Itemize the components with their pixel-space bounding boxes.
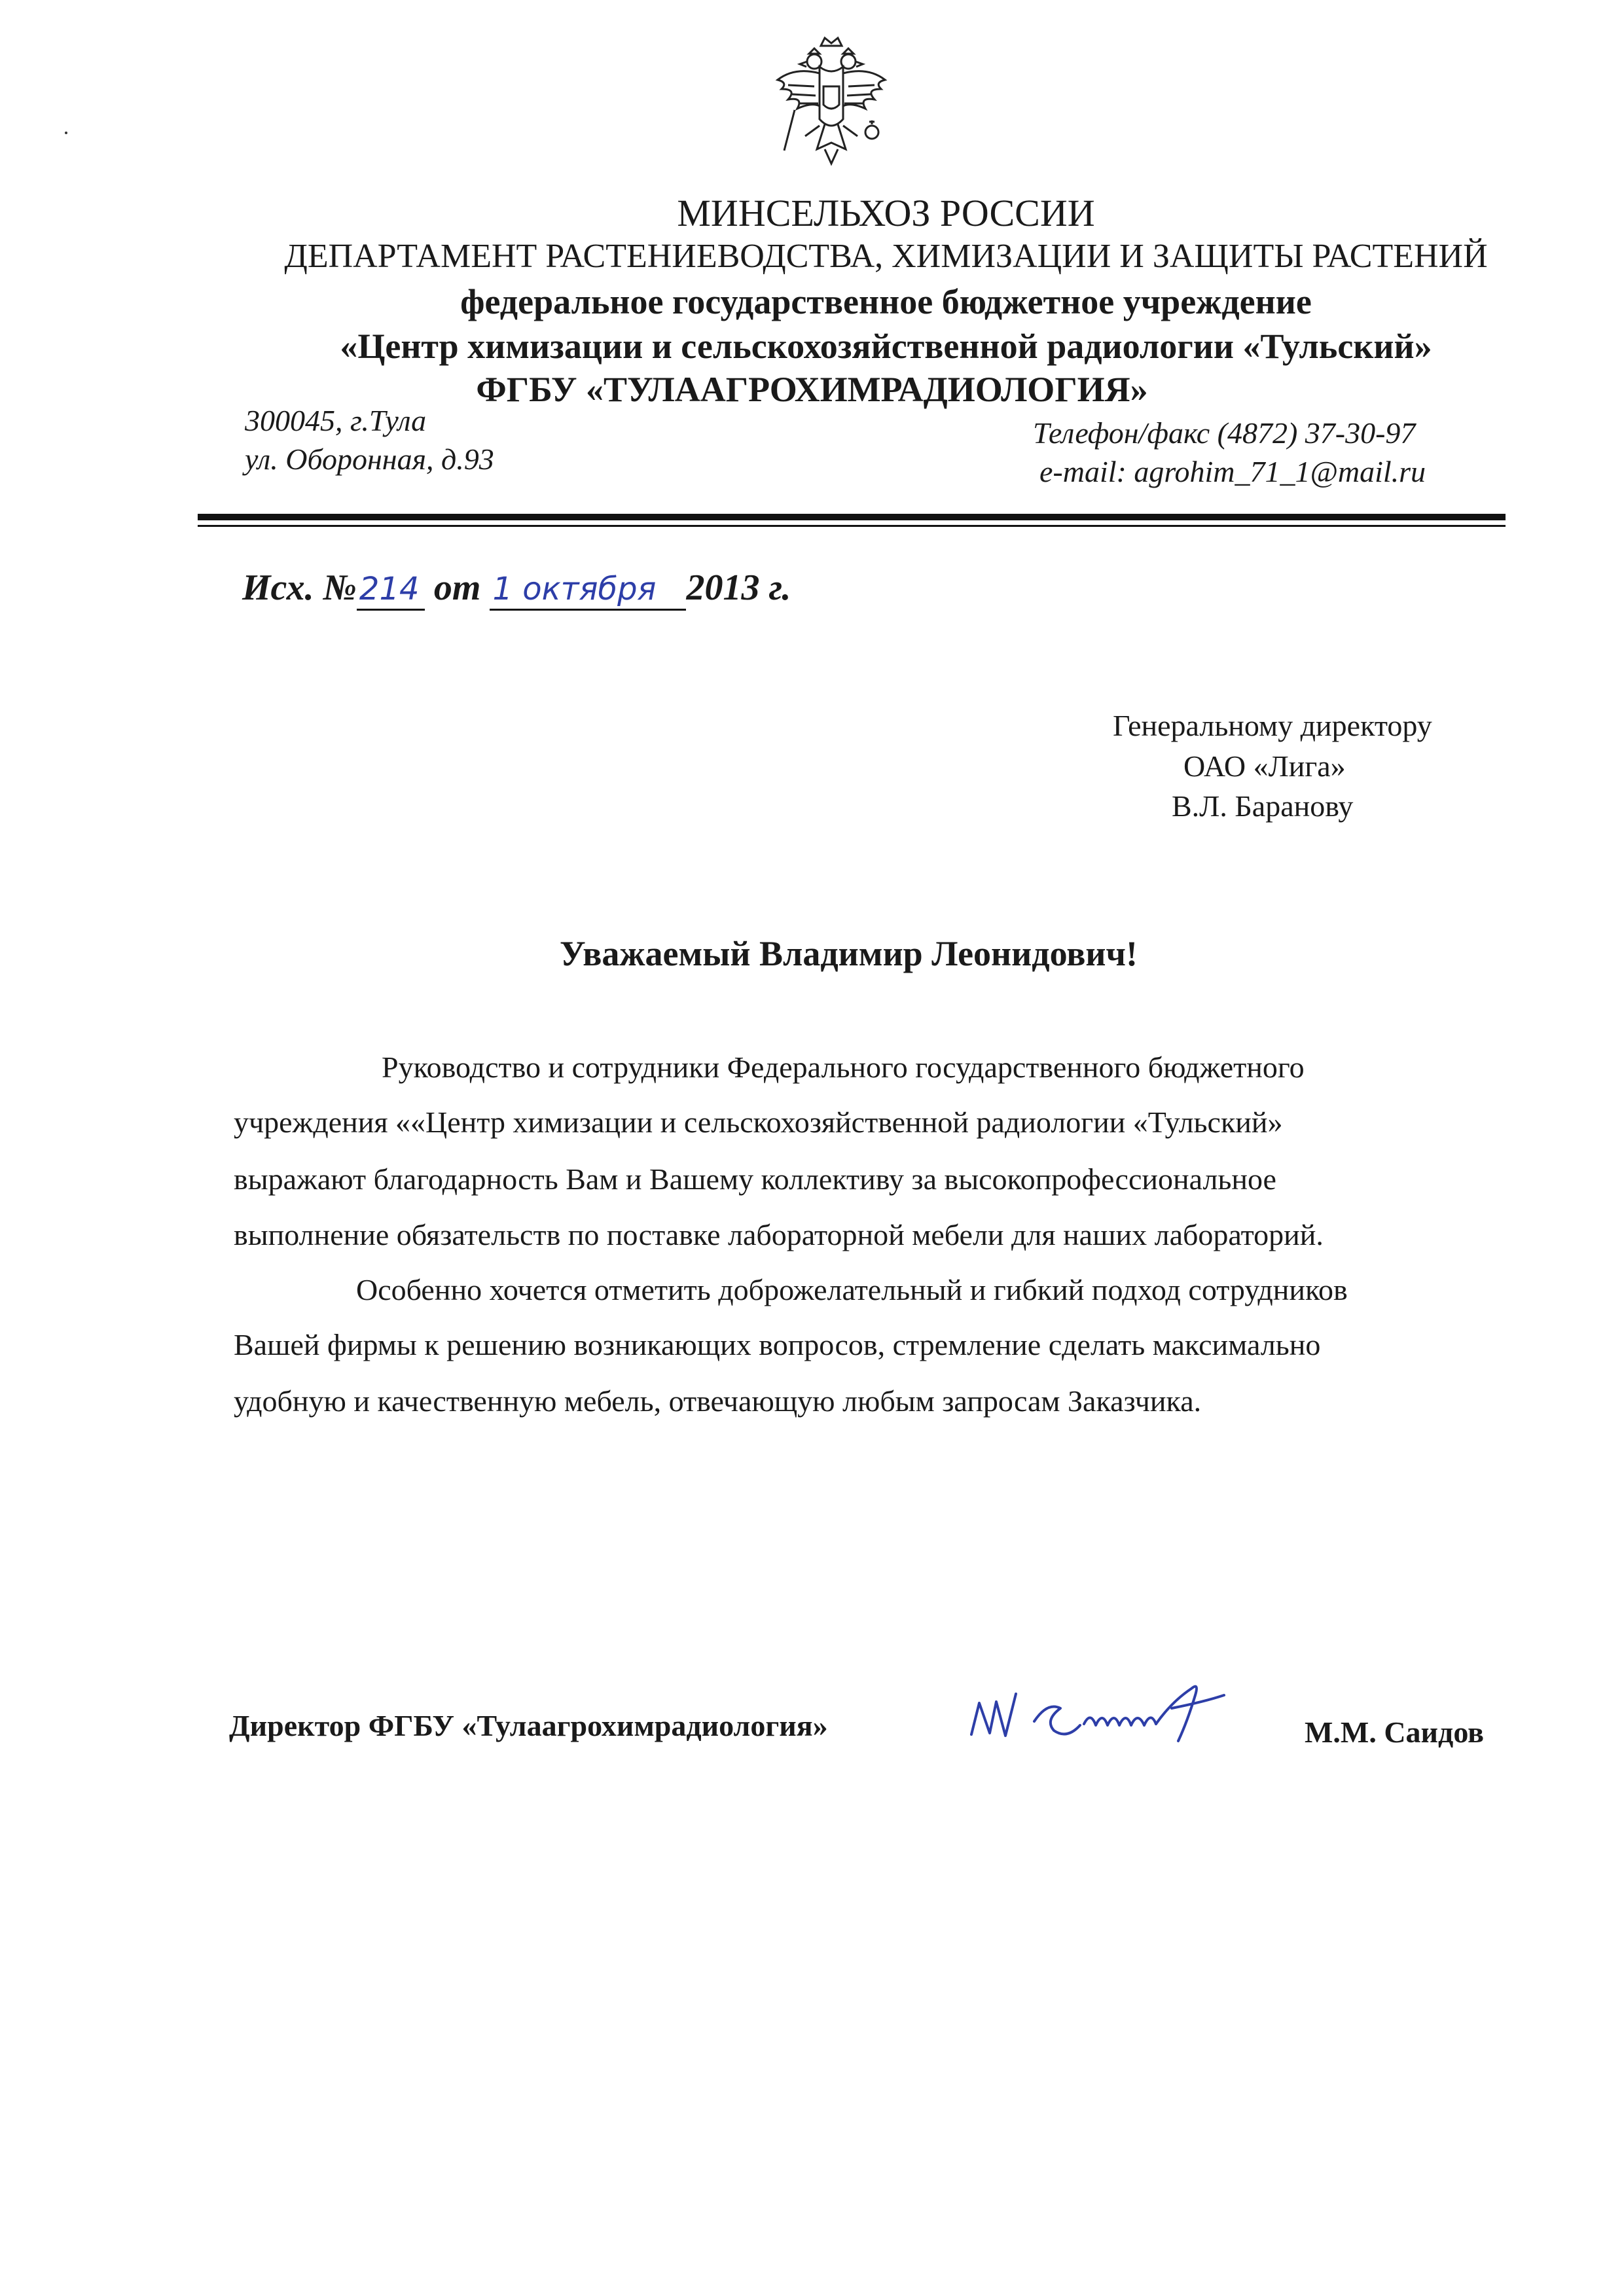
organization-name: «Центр химизации и сельскохозяйственной радиологии «Тульский»: [340, 327, 1432, 366]
body-paragraph-line: Особенно хочется отметить доброжелательный и гибкий подход сотрудников: [356, 1273, 1348, 1306]
ministry-title: МИНСЕЛЬХОЗ РОССИИ: [677, 192, 1095, 234]
addressee-company: ОАО «Лига»: [1183, 749, 1346, 783]
email-address: e-mail: agrohim_71_1@mail.ru: [1039, 455, 1426, 488]
body-paragraph-line: выполнение обязательств по поставке лабораторной мебели для наших лабораторий.: [234, 1218, 1324, 1251]
body-paragraph-line: удобную и качественную мебель, отвечающую любым запросам Заказчика.: [234, 1384, 1202, 1418]
body-paragraph-line: Вашей фирмы к решению возникающих вопросов, стремление сделать максимально: [234, 1328, 1321, 1361]
outgoing-from-label: от: [433, 567, 481, 608]
organization-short-name: ФГБУ «ТУЛААГРОХИМРАДИОЛОГИЯ»: [476, 370, 1148, 409]
outgoing-prefix: Исх. №: [242, 567, 357, 608]
body-paragraph-line: выражают благодарность Вам и Вашему коллективу за высокопрофессиональное: [234, 1162, 1276, 1196]
outgoing-reference: [242, 567, 791, 611]
addressee-position: Генеральному директору: [1113, 709, 1432, 742]
outgoing-date: 1 октября: [492, 571, 657, 607]
header-divider-thick: [198, 514, 1506, 520]
phone-fax: Телефон/факс (4872) 37-30-97: [1033, 416, 1416, 450]
department-title: ДЕПАРТАМЕНТ РАСТЕНИЕВОДСТВА, ХИМИЗАЦИИ И ЗАЩИТЫ РАСТЕНИЙ: [284, 238, 1488, 275]
outgoing-date-blank: [490, 567, 686, 611]
postal-address: 300045, г.Тула: [245, 404, 427, 437]
greeting: Уважаемый Владимир Леонидович!: [560, 934, 1138, 973]
signatory-title: Директор ФГБУ «Тулаагрохимрадиология»: [229, 1709, 828, 1742]
signatory-name: М.М. Саидов: [1305, 1715, 1485, 1749]
outgoing-number-blank: [357, 567, 425, 611]
addressee-name: В.Л. Баранову: [1172, 789, 1354, 823]
organization-type: федеральное государственное бюджетное учреждение: [460, 282, 1312, 321]
body-paragraph-line: учреждения ««Центр химизации и сельскохозяйственной радиологии «Тульский»: [234, 1105, 1283, 1139]
outgoing-year: 2013 г.: [686, 567, 791, 608]
outgoing-number: 214: [359, 571, 420, 607]
body-paragraph-line: Руководство и сотрудники Федерального государственного бюджетного: [382, 1050, 1305, 1084]
handwritten-signature-icon: [956, 1662, 1244, 1754]
street-address: ул. Оборонная, д.93: [245, 442, 494, 476]
scan-speck: [65, 132, 67, 134]
header-divider-thin: [198, 525, 1506, 527]
double-headed-eagle-emblem-icon: [768, 34, 894, 170]
